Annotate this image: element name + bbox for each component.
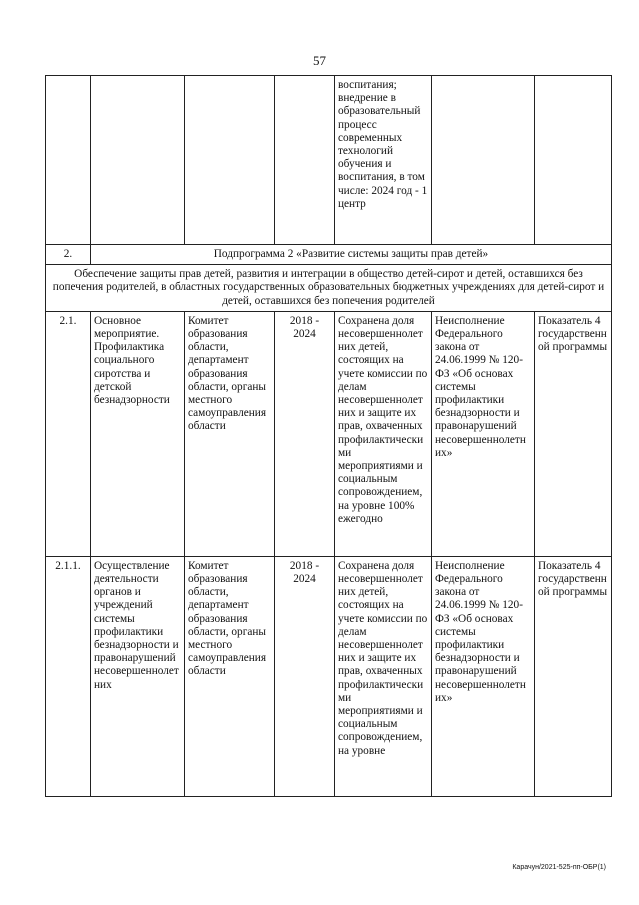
continued-row — [46, 76, 612, 245]
subprogram-title: Подпрограмма 2 «Развитие системы защиты прав детей» — [91, 245, 612, 265]
row-executor: Комитет образования области, департамент образования области, органы местного самоуправления области — [185, 311, 275, 556]
row-period: 2018 - 2024 — [275, 311, 335, 556]
program-table — [45, 75, 612, 797]
goal-row — [46, 265, 612, 312]
cell-period — [275, 76, 335, 245]
row-executor: Комитет образования области, департамент образования области, органы местного самоуправления области — [185, 556, 275, 796]
row-name: Основное мероприятие. Профилактика социального сиротства и детской безнадзорности — [91, 311, 185, 556]
table-row — [46, 311, 612, 556]
cell-num — [46, 76, 91, 245]
row-consequences: Неисполнение Федерального закона от 24.06.1999 № 120-ФЗ «Об основах системы профилактики безнадзорности и правонарушений несовершеннолетних» — [432, 556, 535, 796]
cell-name — [91, 76, 185, 245]
row-num: 2.1.1. — [46, 556, 91, 796]
cell-executor — [185, 76, 275, 245]
footer-document-code: Карачун/2021-525-пп-ОБР(1) — [512, 864, 606, 871]
row-consequences: Неисполнение Федерального закона от 24.06.1999 № 120-ФЗ «Об основах системы профилактики безнадзорности и правонарушений несовершеннолетних» — [432, 311, 535, 556]
table-row — [46, 556, 612, 796]
row-period: 2018 - 2024 — [275, 556, 335, 796]
row-name: Осуществление деятельности органов и учреждений системы профилактики безнадзорности и правонарушений несовершеннолетних — [91, 556, 185, 796]
row-result: Сохранена доля несовершеннолетних детей, состоящих на учете комиссии по делам несовершеннолетних и защите их прав, охваченных профилактическими мероприятиями и социальным сопровождением, на уровне — [335, 556, 432, 796]
row-indicator: Показатель 4 государственной программы — [535, 556, 612, 796]
goal-text: Обеспечение защиты прав детей, развития и интеграции в общество детей-сирот и детей, оставшихся без попечения родителей, в областных государственных образовательных бюджетных учреждениях для детей-сирот и детей, оставшихся без попечения родителей — [46, 265, 612, 312]
cell-result: воспитания; внедрение в образовательный процесс современных технологий обучения и воспитания, в том числе: 2024 год - 1 центр — [335, 76, 432, 245]
page-number: 57 — [313, 53, 326, 68]
row-num: 2.1. — [46, 311, 91, 556]
cell-consequences — [432, 76, 535, 245]
subprogram-number: 2. — [46, 245, 91, 265]
row-result: Сохранена доля несовершеннолетних детей, состоящих на учете комиссии по делам несовершеннолетних и защите их прав, охваченных профилактическими мероприятиями и социальным сопровождением, на уровне 100% ежегодно — [335, 311, 432, 556]
row-indicator: Показатель 4 государственной программы — [535, 311, 612, 556]
subprogram-row — [46, 245, 612, 265]
cell-indicator — [535, 76, 612, 245]
